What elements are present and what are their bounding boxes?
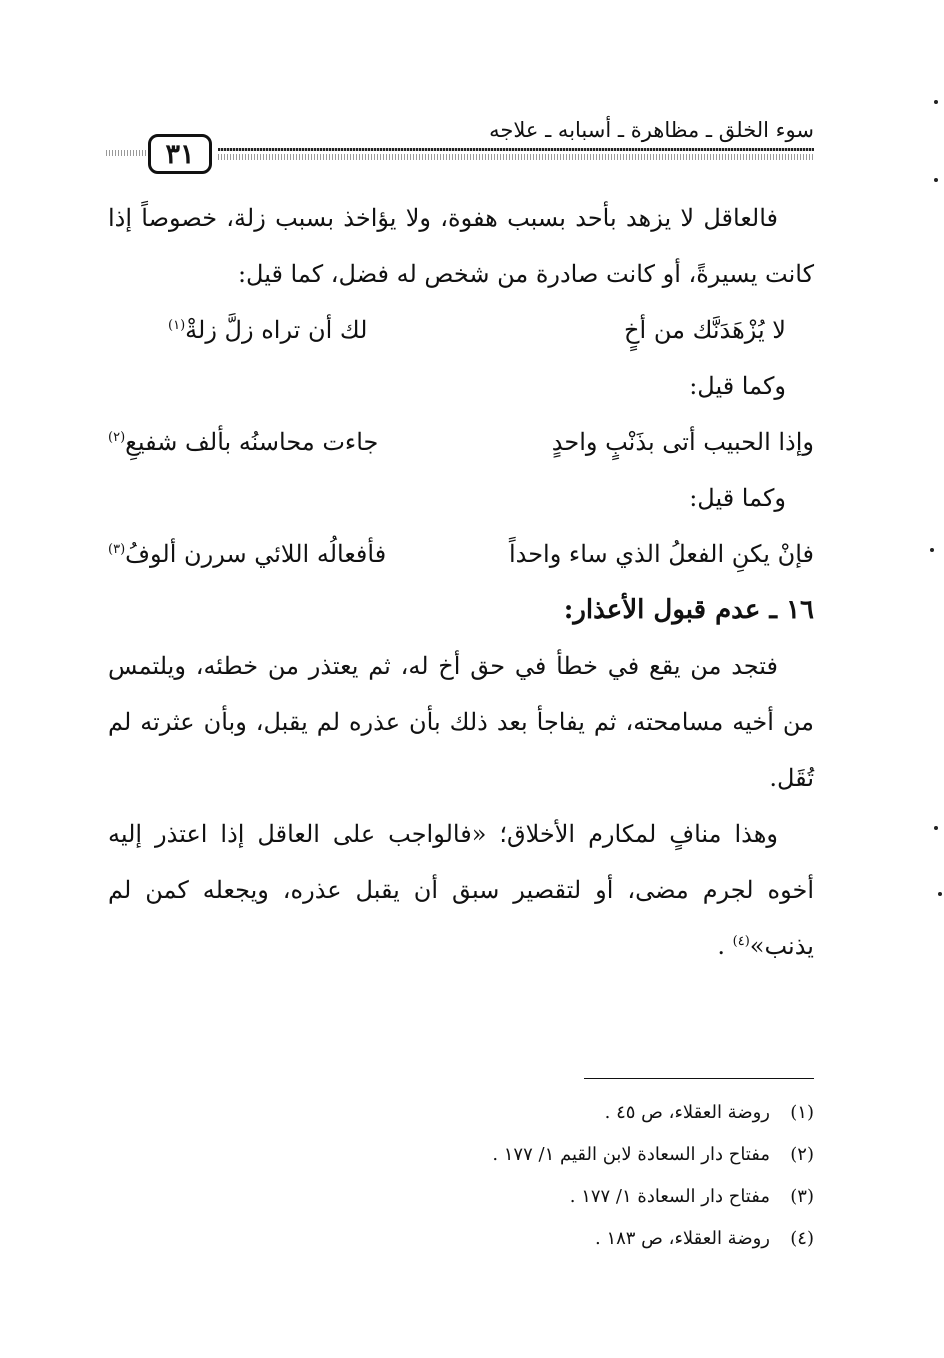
paragraph-3 [108,806,814,974]
header-rule-left [106,150,146,156]
footnote-4-number: (٤) [790,1228,814,1249]
header-rule-dotted [218,154,814,160]
verse-2 [108,414,814,470]
verse-1 [108,302,814,358]
footnote-2-text: مفتاح دار السعادة لابن القيم ١/ ١٧٧ . [492,1144,770,1165]
paragraph-1: فالعاقل لا يزهد بأحد بسبب هفوة، ولا يؤاخذ بسبب زلة، خصوصاً إذا كانت يسيرةً، أو كانت صادرة من شخص له فضل، كما قيل: [108,204,814,288]
footnote-3-number: (٣) [790,1186,814,1207]
verse-1-first-hemistich: لا يُزْهَدَنَّك من أخٍ [624,316,786,344]
footnote-1 [108,1092,814,1134]
footnotes [108,1092,814,1260]
footnote-1-number: (١) [790,1102,814,1123]
paragraph-2: فتجد من يقع في خطأ في حق أخ له، ثم يعتذر من خطئه، ويلتمس من أخيه مسامحته، ثم يفاجأ بعد ذلك بأن عذره لم يقبل، وبأن عثرته لم تُقَل. [108,652,814,792]
footnote-separator [584,1078,814,1079]
paragraph-3-text: وهذا منافٍ لمكارم الأخلاق؛ «فالواجب على العاقل إذا اعتذر إليه أخوه لجرم مضى، أو لتقصير سبق أن يقبل عذره، ويجعله كمن لم يذنب» [108,820,814,960]
footnote-ref-2: (٢) [108,430,126,445]
verse-1-second-hemistich [168,302,367,358]
scan-speck [934,100,938,104]
footnote-ref-1: (١) [168,318,186,333]
header-rule [218,148,814,151]
main-text [108,190,814,974]
quote-intro-3: وكما قيل: [689,484,786,512]
footnote-4 [108,1218,814,1260]
page-number: ٣١ [148,134,212,174]
quote-intro-2: وكما قيل: [689,372,786,400]
footnote-2-number: (٢) [790,1144,814,1165]
verse-3-second-text: فأفعالُه اللائي سررن ألوفُ [125,540,387,568]
scan-speck [934,178,938,182]
paragraph-3-end: . [717,932,733,960]
verse-2-first-hemistich: وإذا الحبيب أتى بذَنْبٍ واحدٍ [551,428,814,456]
verse-2-second-hemistich [108,414,378,470]
footnote-1-text: روضة العقلاء، ص ٤٥ . [604,1102,770,1123]
footnote-4-text: روضة العقلاء، ص ١٨٣ . [594,1228,770,1249]
section-heading: ١٦ ـ عدم قبول الأعذار: [563,595,814,625]
verse-1-second-text: لك أن تراه زلَّ زلةْ [185,316,368,344]
running-title: سوء الخلق ـ مظاهرة ـ أسبابه ـ علاجه [489,118,814,142]
footnote-ref-4: (٤) [732,934,750,949]
scan-speck [938,892,942,896]
footnote-ref-3: (٣) [108,542,126,557]
verse-3 [108,526,814,582]
verse-2-second-text: جاءت محاسنُه بألف شفيعِ [125,428,379,456]
footnote-3-text: مفتاح دار السعادة ١/ ١٧٧ . [569,1186,770,1207]
footnote-2 [108,1134,814,1176]
footnote-3 [108,1176,814,1218]
scan-speck [930,548,934,552]
scan-speck [934,826,938,830]
verse-3-first-hemistich: فإنْ يكنِ الفعلُ الذي ساء واحداً [508,540,814,568]
verse-3-second-hemistich [108,526,386,582]
